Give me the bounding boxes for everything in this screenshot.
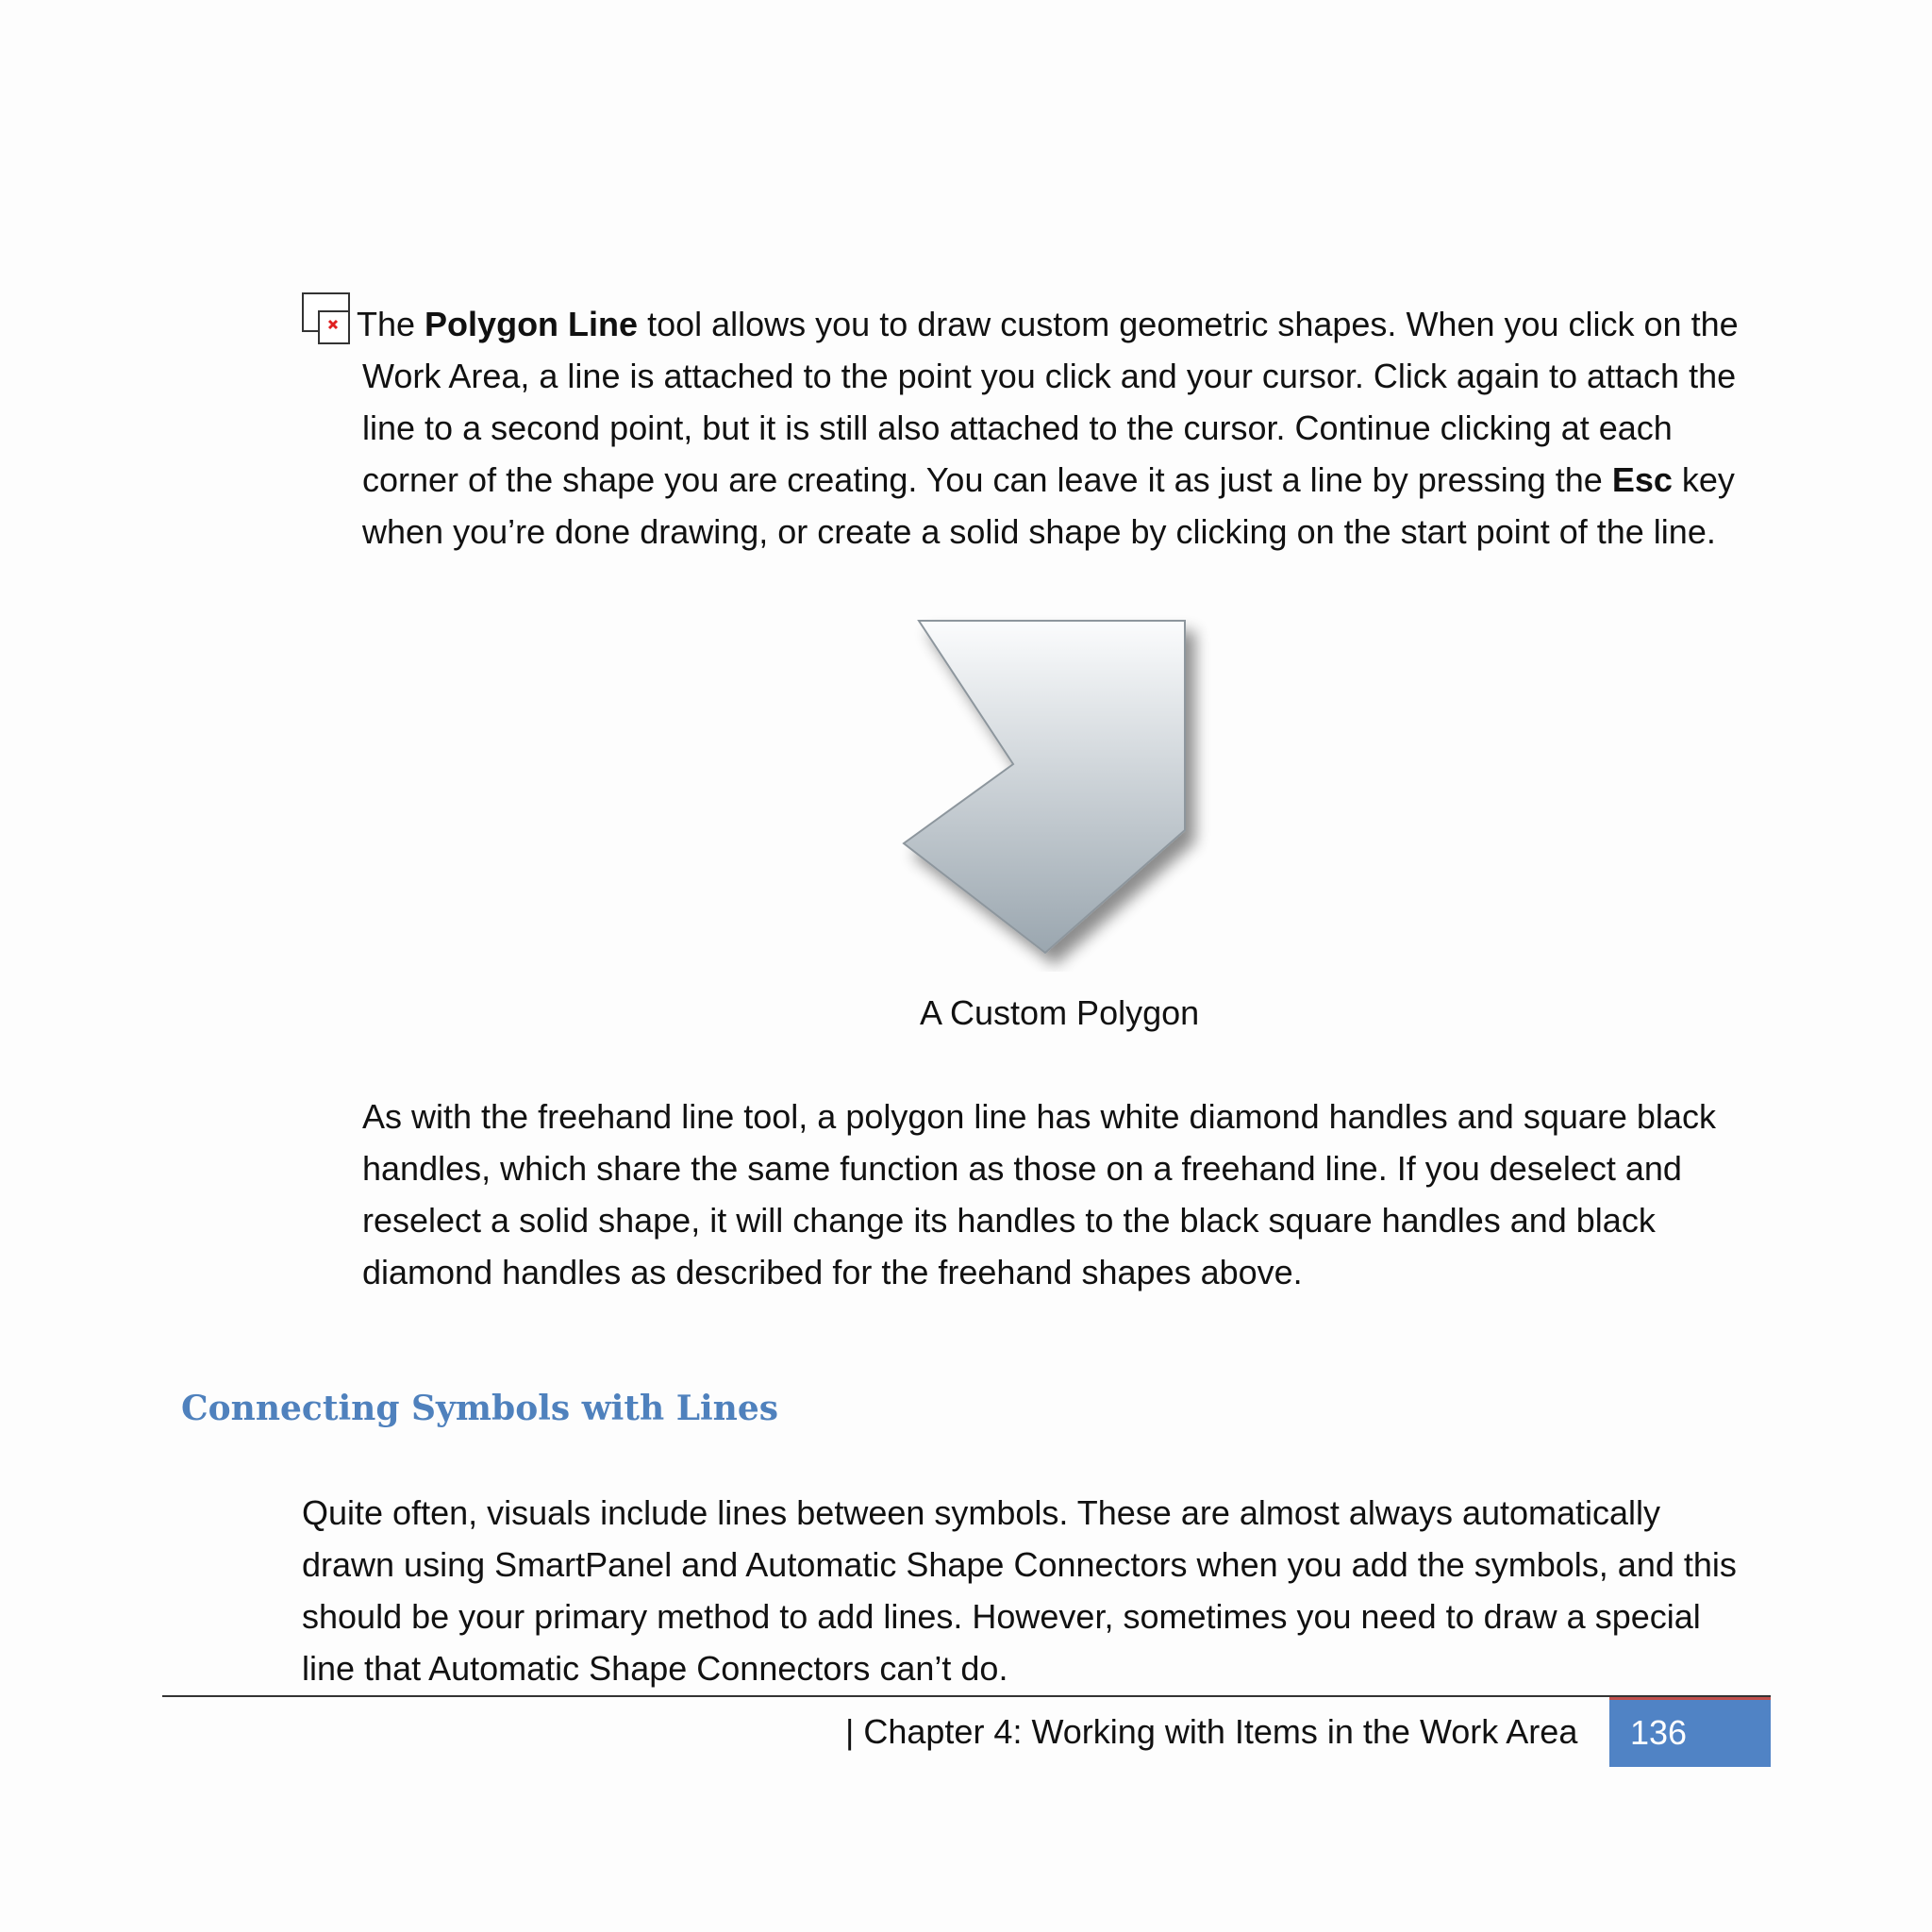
text-line: handles, which share the same function as those on a freehand line. If you deselect and [362,1149,1682,1188]
polygon-line-paragraph [357,298,1758,558]
page-number: 136 [1630,1713,1688,1752]
connecting-lines-paragraph [302,1487,1755,1694]
text-line: Quite often, visuals include lines between symbols. These are almost always automatically [302,1493,1661,1532]
text-line: The Polygon Line tool allows you to draw custom geometric shapes. When you click on the [357,305,1739,343]
section-heading: Connecting Symbols with Lines [181,1389,779,1428]
figure-caption: A Custom Polygon [920,993,1200,1032]
text-line: line that Automatic Shape Connectors can’t do. [302,1649,1008,1688]
text-line: corner of the shape you are creating. You can leave it as just a line by pressing the Esc key [362,460,1735,499]
footer-chapter-title: | Chapter 4: Working with Items in the Work Area [845,1712,1578,1751]
page-number-badge [1609,1697,1771,1767]
text-line: diamond handles as described for the freehand shapes above. [362,1253,1303,1291]
text-line: should be your primary method to add lines. However, sometimes you need to draw a special [302,1597,1701,1636]
text-line: Work Area, a line is attached to the point you click and your cursor. Click again to attach the [362,357,1737,395]
footer-divider [162,1695,1771,1697]
text-line: As with the freehand line tool, a polygon line has white diamond handles and square black [362,1097,1716,1136]
text-line: line to a second point, but it is still also attached to the cursor. Continue clicking at each [362,408,1673,447]
text-line: when you’re done drawing, or create a solid shape by clicking on the start point of the line. [362,512,1716,551]
custom-polygon-figure [887,604,1245,972]
text-line: reselect a solid shape, it will change its handles to the black square handles and black [362,1201,1656,1240]
handles-paragraph [362,1091,1758,1298]
broken-image-icon [302,292,351,345]
text-line: drawn using SmartPanel and Automatic Shape Connectors when you add the symbols, and this [302,1545,1737,1584]
